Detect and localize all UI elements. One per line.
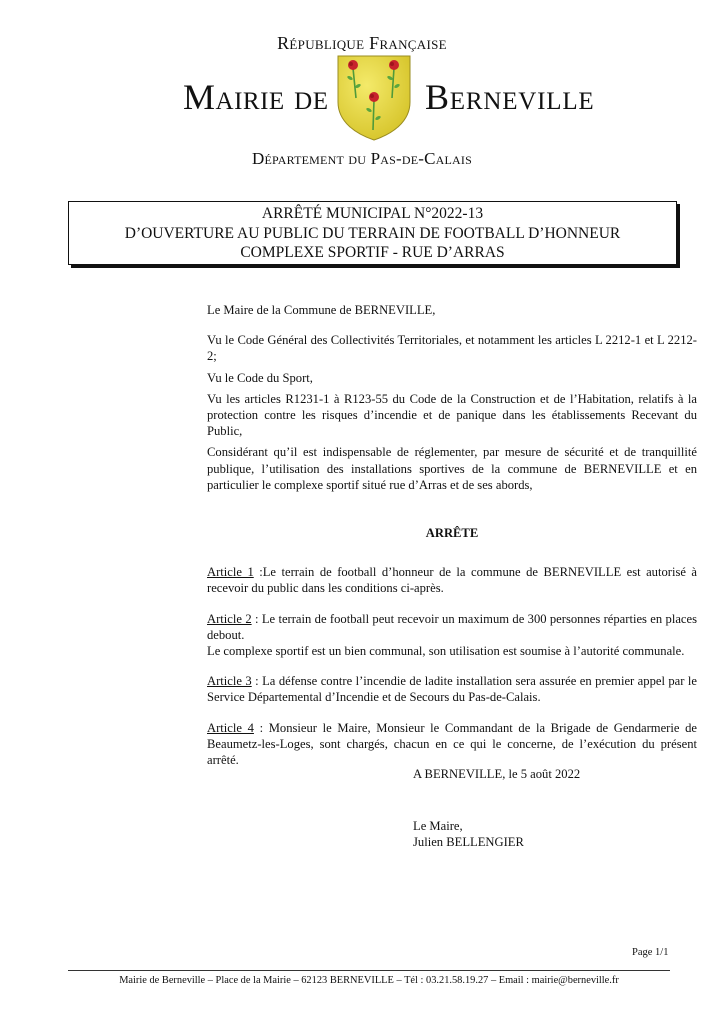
department-heading: Département du Pas-de-Calais xyxy=(251,149,472,168)
article-label: Article 1 xyxy=(207,565,254,580)
commune-name: Berneville xyxy=(425,77,595,117)
article-3: Article 3 : La défense contre l’incendie de ladite installation sera assurée en premier appel par le Service Départemental d’Incendie et de Secours du Pas-de-Calais. xyxy=(207,674,697,705)
mairie-prefix: Mairie de xyxy=(183,77,329,117)
vu-code-sport: Vu le Code du Sport, xyxy=(207,370,313,385)
article-4: Article 4 : Monsieur le Maire, Monsieur le Commandant de la Brigade de Gendarmerie de Beaumetz-les-Loges, sont chargés, chacun en ce qui le concerne, de l’exécution du présent arrêté. xyxy=(207,720,697,768)
page-number: Page 1/1 xyxy=(632,947,669,958)
vu-cgct: Vu le Code Général des Collectivités Territoriales, et notamment les articles L 2212-1 et L 2212-2; xyxy=(207,333,697,364)
decree-subject: D’OUVERTURE AU PUBLIC DU TERRAIN DE FOOTBALL D’HONNEUR xyxy=(124,224,621,242)
signatory-name: Julien BELLENGIER xyxy=(413,835,524,849)
article-text: Monsieur le Maire, Monsieur le Commandant de la Brigade de Gendarmerie de Beaumetz-les-Loges, sont chargés, chacun en ce qui le concerne, de l’exécution du présent arrêté. xyxy=(207,720,697,768)
republic-heading: République Française xyxy=(277,33,447,53)
article-text: Le terrain de football peut recevoir un maximum de 300 personnes réparties en places debout. xyxy=(207,611,698,642)
decree-location: COMPLEXE SPORTIF - RUE D’ARRAS xyxy=(240,244,505,261)
footer-address: Mairie de Berneville – Place de la Mairie – 62123 BERNEVILLE – Tél : 03.21.58.19.27 – Email : mairie@berneville.fr xyxy=(119,975,619,986)
article-label: Article 3 xyxy=(207,674,252,689)
place-and-date: A BERNEVILLE, le 5 août 2022 xyxy=(413,767,581,781)
article-1: Article 1 :Le terrain de football d’honneur de la commune de BERNEVILLE est autorisé à recevoir du public dans les conditions ci-après. xyxy=(207,565,698,596)
decree-number: ARRÊTÉ MUNICIPAL N°2022-13 xyxy=(261,205,484,222)
vu-code-construction: Vu les articles R1231-1 à R123-55 du Code de la Construction et de l’Habitation, relatifs à la protection contre les risques d’incendie et de panique dans les établissements Recevant du Public, xyxy=(207,391,697,439)
decree-body xyxy=(207,302,697,768)
article-label: Article 4 xyxy=(207,720,254,735)
article-2: Article 2 : Le terrain de football peut recevoir un maximum de 300 personnes réparties en places debout. xyxy=(207,611,698,642)
article-text: La défense contre l’incendie de ladite installation sera assurée en premier appel par le Service Départemental d’Incendie et de Secours du Pas-de-Calais. xyxy=(207,674,697,705)
article-2-continuation: Le complexe sportif est un bien communal, son utilisation est soumise à l’autorité communale. xyxy=(207,644,685,659)
signature-block xyxy=(413,818,524,850)
article-label: Article 2 xyxy=(207,611,252,626)
decree-title-box xyxy=(68,201,677,265)
intro-text: Le Maire de la Commune de BERNEVILLE, xyxy=(207,303,436,317)
signatory-role: Le Maire, xyxy=(413,819,463,833)
coat-of-arms-icon xyxy=(336,54,412,142)
arrete-heading: ARRÊTE xyxy=(425,526,479,541)
footer-divider xyxy=(68,970,670,971)
article-text: Le terrain de football d’honneur de la commune de BERNEVILLE est autorisé à recevoir du public dans les conditions ci-après. xyxy=(207,565,698,596)
considerant-text: Considérant qu’il est indispensable de réglementer, par mesure de sécurité et de tranquillité publique, l’utilisation des installations sportives de la commune de BERNEVILLE et en particulier le complexe sportif situé rue d’Arras et de ses abords, xyxy=(207,445,697,492)
